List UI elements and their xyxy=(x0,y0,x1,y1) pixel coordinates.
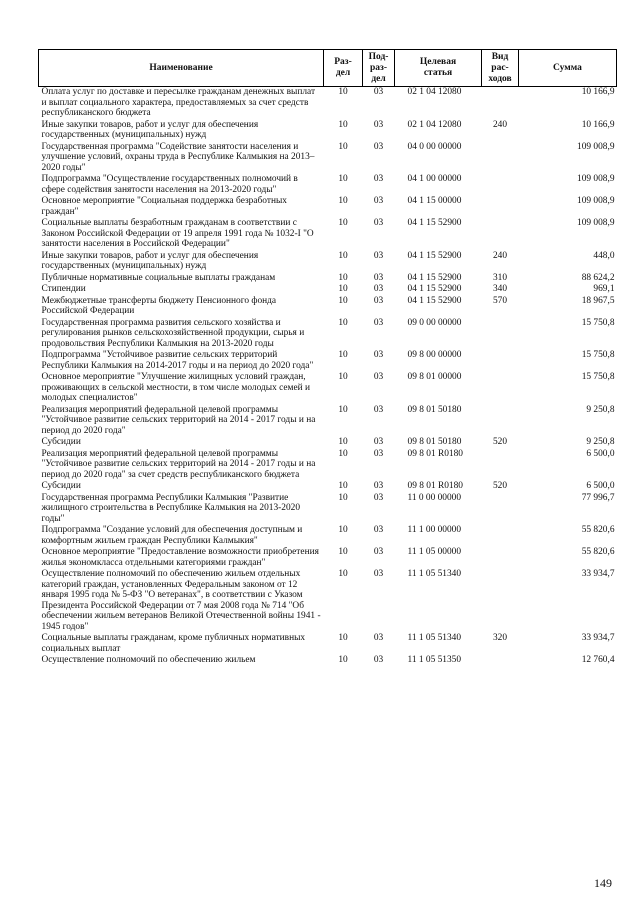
row-sum: 33 934,7 xyxy=(581,569,615,579)
table-row xyxy=(39,492,617,525)
header-sum: Сумма xyxy=(519,50,617,87)
row-target: 11 1 05 51340 xyxy=(407,569,462,579)
row-razdel: 10 xyxy=(338,350,348,360)
row-razdel: 10 xyxy=(338,141,348,152)
row-name: Социальные выплаты гражданам, кроме публичных нормативных социальных выплат xyxy=(41,633,306,654)
row-target: 09 8 01 50180 xyxy=(407,404,462,415)
row-name: Основное мероприятие "Социальная поддержка безработных граждан" xyxy=(41,196,287,217)
table-row xyxy=(39,568,617,632)
header-podrazdel: Под- раз- дел xyxy=(363,50,395,87)
row-vid: 520 xyxy=(492,481,508,491)
header-name: Наименование xyxy=(39,50,324,87)
row-name: Основное мероприятие "Улучшение жилищных условий граждан, проживающих в сельской местности, в том числе молодых семей и молодых специалистов" xyxy=(41,372,311,403)
row-razdel: 10 xyxy=(338,174,348,184)
row-sum: 10 166,9 xyxy=(581,87,615,97)
table-row xyxy=(39,217,617,250)
row-target: 04 1 15 52900 xyxy=(407,272,462,283)
row-vid xyxy=(482,492,519,525)
row-razdel: 10 xyxy=(338,437,348,447)
row-vid xyxy=(482,404,519,437)
row-name: Государственная программа развития сельского хозяйства и регулирования рынков сельскохозяйственной продукции, сырья и продовольствия Республики Калмыкия на 2013-2020 годы xyxy=(41,317,305,349)
row-podrazdel: 03 xyxy=(373,218,384,228)
row-vid xyxy=(482,654,519,666)
row-target: 11 1 05 00000 xyxy=(407,547,462,557)
table-row xyxy=(39,632,617,654)
row-sum: 15 750,8 xyxy=(581,350,615,360)
row-podrazdel: 03 xyxy=(373,174,384,184)
row-razdel: 10 xyxy=(338,448,348,459)
row-vid: 320 xyxy=(492,633,508,643)
row-target: 11 1 05 51340 xyxy=(407,633,462,643)
row-vid: 240 xyxy=(492,250,508,261)
table-row xyxy=(39,119,617,141)
row-sum: 9 250,8 xyxy=(586,437,615,447)
table-row xyxy=(39,654,617,666)
row-podrazdel: 03 xyxy=(373,119,384,130)
row-name: Основное мероприятие "Предоставление возможности приобретения жилья экономкласса отдельными категориями граждан" xyxy=(41,547,319,568)
table-row xyxy=(39,87,617,119)
row-sum: 15 750,8 xyxy=(581,372,615,382)
row-podrazdel: 03 xyxy=(373,196,384,206)
row-target: 02 1 04 12080 xyxy=(407,87,462,97)
row-target: 11 1 05 51350 xyxy=(407,655,462,665)
row-razdel: 10 xyxy=(338,525,348,535)
row-name: Иные закупки товаров, работ и услуг для обеспечения государственных (муниципальных) нужд xyxy=(41,119,259,140)
row-razdel: 10 xyxy=(338,372,348,382)
row-sum: 12 760,4 xyxy=(581,655,615,665)
header-razdel: Раз- дел xyxy=(324,50,363,87)
row-name: Публичные нормативные социальные выплаты гражданам xyxy=(41,272,276,283)
row-podrazdel: 03 xyxy=(373,317,384,328)
row-vid xyxy=(482,173,519,195)
header-vid: Вид рас- ходов xyxy=(482,50,519,87)
row-sum: 18 967,5 xyxy=(581,295,615,306)
row-podrazdel: 03 xyxy=(373,372,384,382)
row-sum: 109 008,9 xyxy=(577,196,615,206)
row-sum: 55 820,6 xyxy=(581,525,615,535)
row-target: 04 1 15 00000 xyxy=(407,196,462,206)
row-podrazdel: 03 xyxy=(373,655,384,665)
row-vid: 570 xyxy=(492,295,508,306)
row-sum: 15 750,8 xyxy=(581,317,615,328)
table-row xyxy=(39,317,617,350)
row-vid xyxy=(482,317,519,350)
row-podrazdel: 03 xyxy=(373,633,384,643)
row-target: 02 1 04 12080 xyxy=(407,119,462,130)
row-vid: 310 xyxy=(492,272,508,283)
row-vid xyxy=(482,87,519,119)
row-razdel: 10 xyxy=(338,492,348,503)
row-podrazdel: 03 xyxy=(373,295,384,306)
row-target: 04 1 15 52900 xyxy=(407,250,462,261)
table-row xyxy=(39,195,617,217)
budget-table-page xyxy=(38,49,616,666)
row-sum: 6 500,0 xyxy=(586,448,615,459)
row-name: Реализация мероприятий федеральной целевой программы "Устойчивое развитие сельских территорий на 2014 - 2017 годы и на период до 2020 года" xyxy=(41,404,316,436)
row-name: Социальные выплаты безработным гражданам в соответствии с Законом Российской Федерации от 19 апреля 1991 года № 1032-I "О занятости населения в Российской Федерации" xyxy=(41,218,314,249)
row-podrazdel: 03 xyxy=(373,437,384,447)
row-razdel: 10 xyxy=(338,218,348,228)
row-podrazdel: 03 xyxy=(373,404,384,415)
row-name: Государственная программа "Содействие занятости населения и улучшение условий, охраны труда в Республике Калмыкия на 2013–2020 годы" xyxy=(41,141,315,173)
row-razdel: 10 xyxy=(338,547,348,557)
row-razdel: 10 xyxy=(338,284,348,294)
row-sum: 109 008,9 xyxy=(577,141,615,152)
row-target: 04 1 15 52900 xyxy=(407,295,462,306)
table-row xyxy=(39,173,617,195)
row-target: 09 8 00 00000 xyxy=(407,350,462,360)
row-target: 09 8 01 R0180 xyxy=(407,448,463,459)
row-podrazdel: 03 xyxy=(373,272,384,283)
table-row xyxy=(39,272,617,284)
table-row xyxy=(39,436,617,448)
row-razdel: 10 xyxy=(338,295,348,306)
row-podrazdel: 03 xyxy=(373,350,384,360)
row-vid: 520 xyxy=(492,437,508,447)
table-row xyxy=(39,480,617,492)
row-podrazdel: 03 xyxy=(373,547,384,557)
row-name: Межбюджетные трансферты бюджету Пенсионного фонда Российской Федерации xyxy=(41,295,277,316)
row-podrazdel: 03 xyxy=(373,525,384,535)
row-podrazdel: 03 xyxy=(373,284,384,294)
row-razdel: 10 xyxy=(338,317,348,328)
row-name: Реализация мероприятий федеральной целевой программы "Устойчивое развитие сельских территорий на 2014 - 2017 годы и на период до 2020 года" за счет средств республиканского бюджета xyxy=(41,448,316,480)
table-header-row xyxy=(39,50,617,87)
row-name: Подпрограмма "Осуществление государственных полномочий в сфере содействия занятости населения на 2013-2020 годы" xyxy=(41,174,298,195)
row-podrazdel: 03 xyxy=(373,481,384,491)
row-sum: 77 996,7 xyxy=(581,492,615,503)
row-podrazdel: 03 xyxy=(373,448,384,459)
table-row xyxy=(39,250,617,272)
row-razdel: 10 xyxy=(338,404,348,415)
row-target: 09 0 00 00000 xyxy=(407,317,462,328)
row-sum: 969,1 xyxy=(593,284,615,294)
row-target: 09 8 01 50180 xyxy=(407,437,462,447)
row-name: Субсидии xyxy=(41,481,81,491)
row-vid xyxy=(482,546,519,568)
row-vid xyxy=(482,349,519,371)
row-target: 11 1 00 00000 xyxy=(407,525,462,535)
row-razdel: 10 xyxy=(338,569,348,579)
table-row xyxy=(39,283,617,295)
row-razdel: 10 xyxy=(338,250,348,261)
row-sum: 109 008,9 xyxy=(577,174,615,184)
row-vid xyxy=(482,217,519,250)
row-name: Иные закупки товаров, работ и услуг для обеспечения государственных (муниципальных) нужд xyxy=(41,250,259,271)
row-sum: 10 166,9 xyxy=(581,119,615,130)
row-vid: 240 xyxy=(492,119,508,130)
table-row xyxy=(39,546,617,568)
row-target: 04 1 00 00000 xyxy=(407,174,462,184)
row-vid xyxy=(482,141,519,174)
row-name: Государственная программа Республики Калмыкия "Развитие жилищного строительства в Республике Калмыкия на 2013-2020 годы" xyxy=(41,492,301,524)
table-row xyxy=(39,404,617,437)
row-target: 04 1 15 52900 xyxy=(407,218,462,228)
row-name: Подпрограмма "Устойчивое развитие сельских территорий Республики Калмыкия на 2014-2017 годы и на период до 2020 года" xyxy=(41,350,314,371)
row-target: 09 8 01 00000 xyxy=(407,372,462,382)
budget-table xyxy=(38,49,617,666)
row-vid xyxy=(482,371,519,404)
header-target: Целевая статья xyxy=(395,50,482,87)
row-sum: 448,0 xyxy=(593,250,615,261)
row-podrazdel: 03 xyxy=(373,250,384,261)
row-vid xyxy=(482,195,519,217)
row-name: Оплата услуг по доставке и пересылке гражданам денежных выплат и выплат социального характера, предоставляемых за счет средств республиканского бюджета xyxy=(41,87,316,118)
table-row xyxy=(39,295,617,317)
row-target: 11 0 00 00000 xyxy=(407,492,462,503)
page-number: 149 xyxy=(594,876,612,890)
table-row xyxy=(39,371,617,404)
row-razdel: 10 xyxy=(338,87,348,97)
row-podrazdel: 03 xyxy=(373,141,384,152)
row-sum: 33 934,7 xyxy=(581,633,615,643)
row-vid xyxy=(482,568,519,632)
row-name: Стипендии xyxy=(41,284,86,294)
row-name: Осуществление полномочий по обеспечению жильем xyxy=(41,655,256,665)
row-name: Подпрограмма "Создание условий для обеспечения доступным и комфортным жильем граждан Республики Калмыкия" xyxy=(41,525,303,546)
row-razdel: 10 xyxy=(338,119,348,130)
table-row xyxy=(39,349,617,371)
table-row xyxy=(39,141,617,174)
row-sum: 9 250,8 xyxy=(586,404,615,415)
row-razdel: 10 xyxy=(338,196,348,206)
row-razdel: 10 xyxy=(338,272,348,283)
row-podrazdel: 03 xyxy=(373,569,384,579)
row-vid xyxy=(482,524,519,546)
row-target: 04 1 15 52900 xyxy=(407,284,462,294)
row-target: 04 0 00 00000 xyxy=(407,141,462,152)
table-row xyxy=(39,448,617,481)
row-razdel: 10 xyxy=(338,633,348,643)
row-name: Осуществление полномочий по обеспечению жильем отдельных категорий граждан, установленных Федеральным законом от 12 января 1995 года № 5-ФЗ "О ветеранах", в соответствии с Указом Президента Российской Федерации от 7 мая 2008 года № 714 "Об обеспечении жильем ветеранов Великой Отечественной войны 1941 - 1945 годов" xyxy=(41,569,321,632)
row-razdel: 10 xyxy=(338,655,348,665)
row-razdel: 10 xyxy=(338,481,348,491)
row-sum: 6 500,0 xyxy=(586,481,615,491)
row-podrazdel: 03 xyxy=(373,87,384,97)
row-vid: 340 xyxy=(492,284,508,294)
row-target: 09 8 01 R0180 xyxy=(407,481,463,491)
row-sum: 55 820,6 xyxy=(581,547,615,557)
row-sum: 88 624,2 xyxy=(581,272,615,283)
row-podrazdel: 03 xyxy=(373,492,384,503)
row-vid xyxy=(482,448,519,481)
row-name: Субсидии xyxy=(41,437,81,447)
table-row xyxy=(39,524,617,546)
row-sum: 109 008,9 xyxy=(577,218,615,228)
